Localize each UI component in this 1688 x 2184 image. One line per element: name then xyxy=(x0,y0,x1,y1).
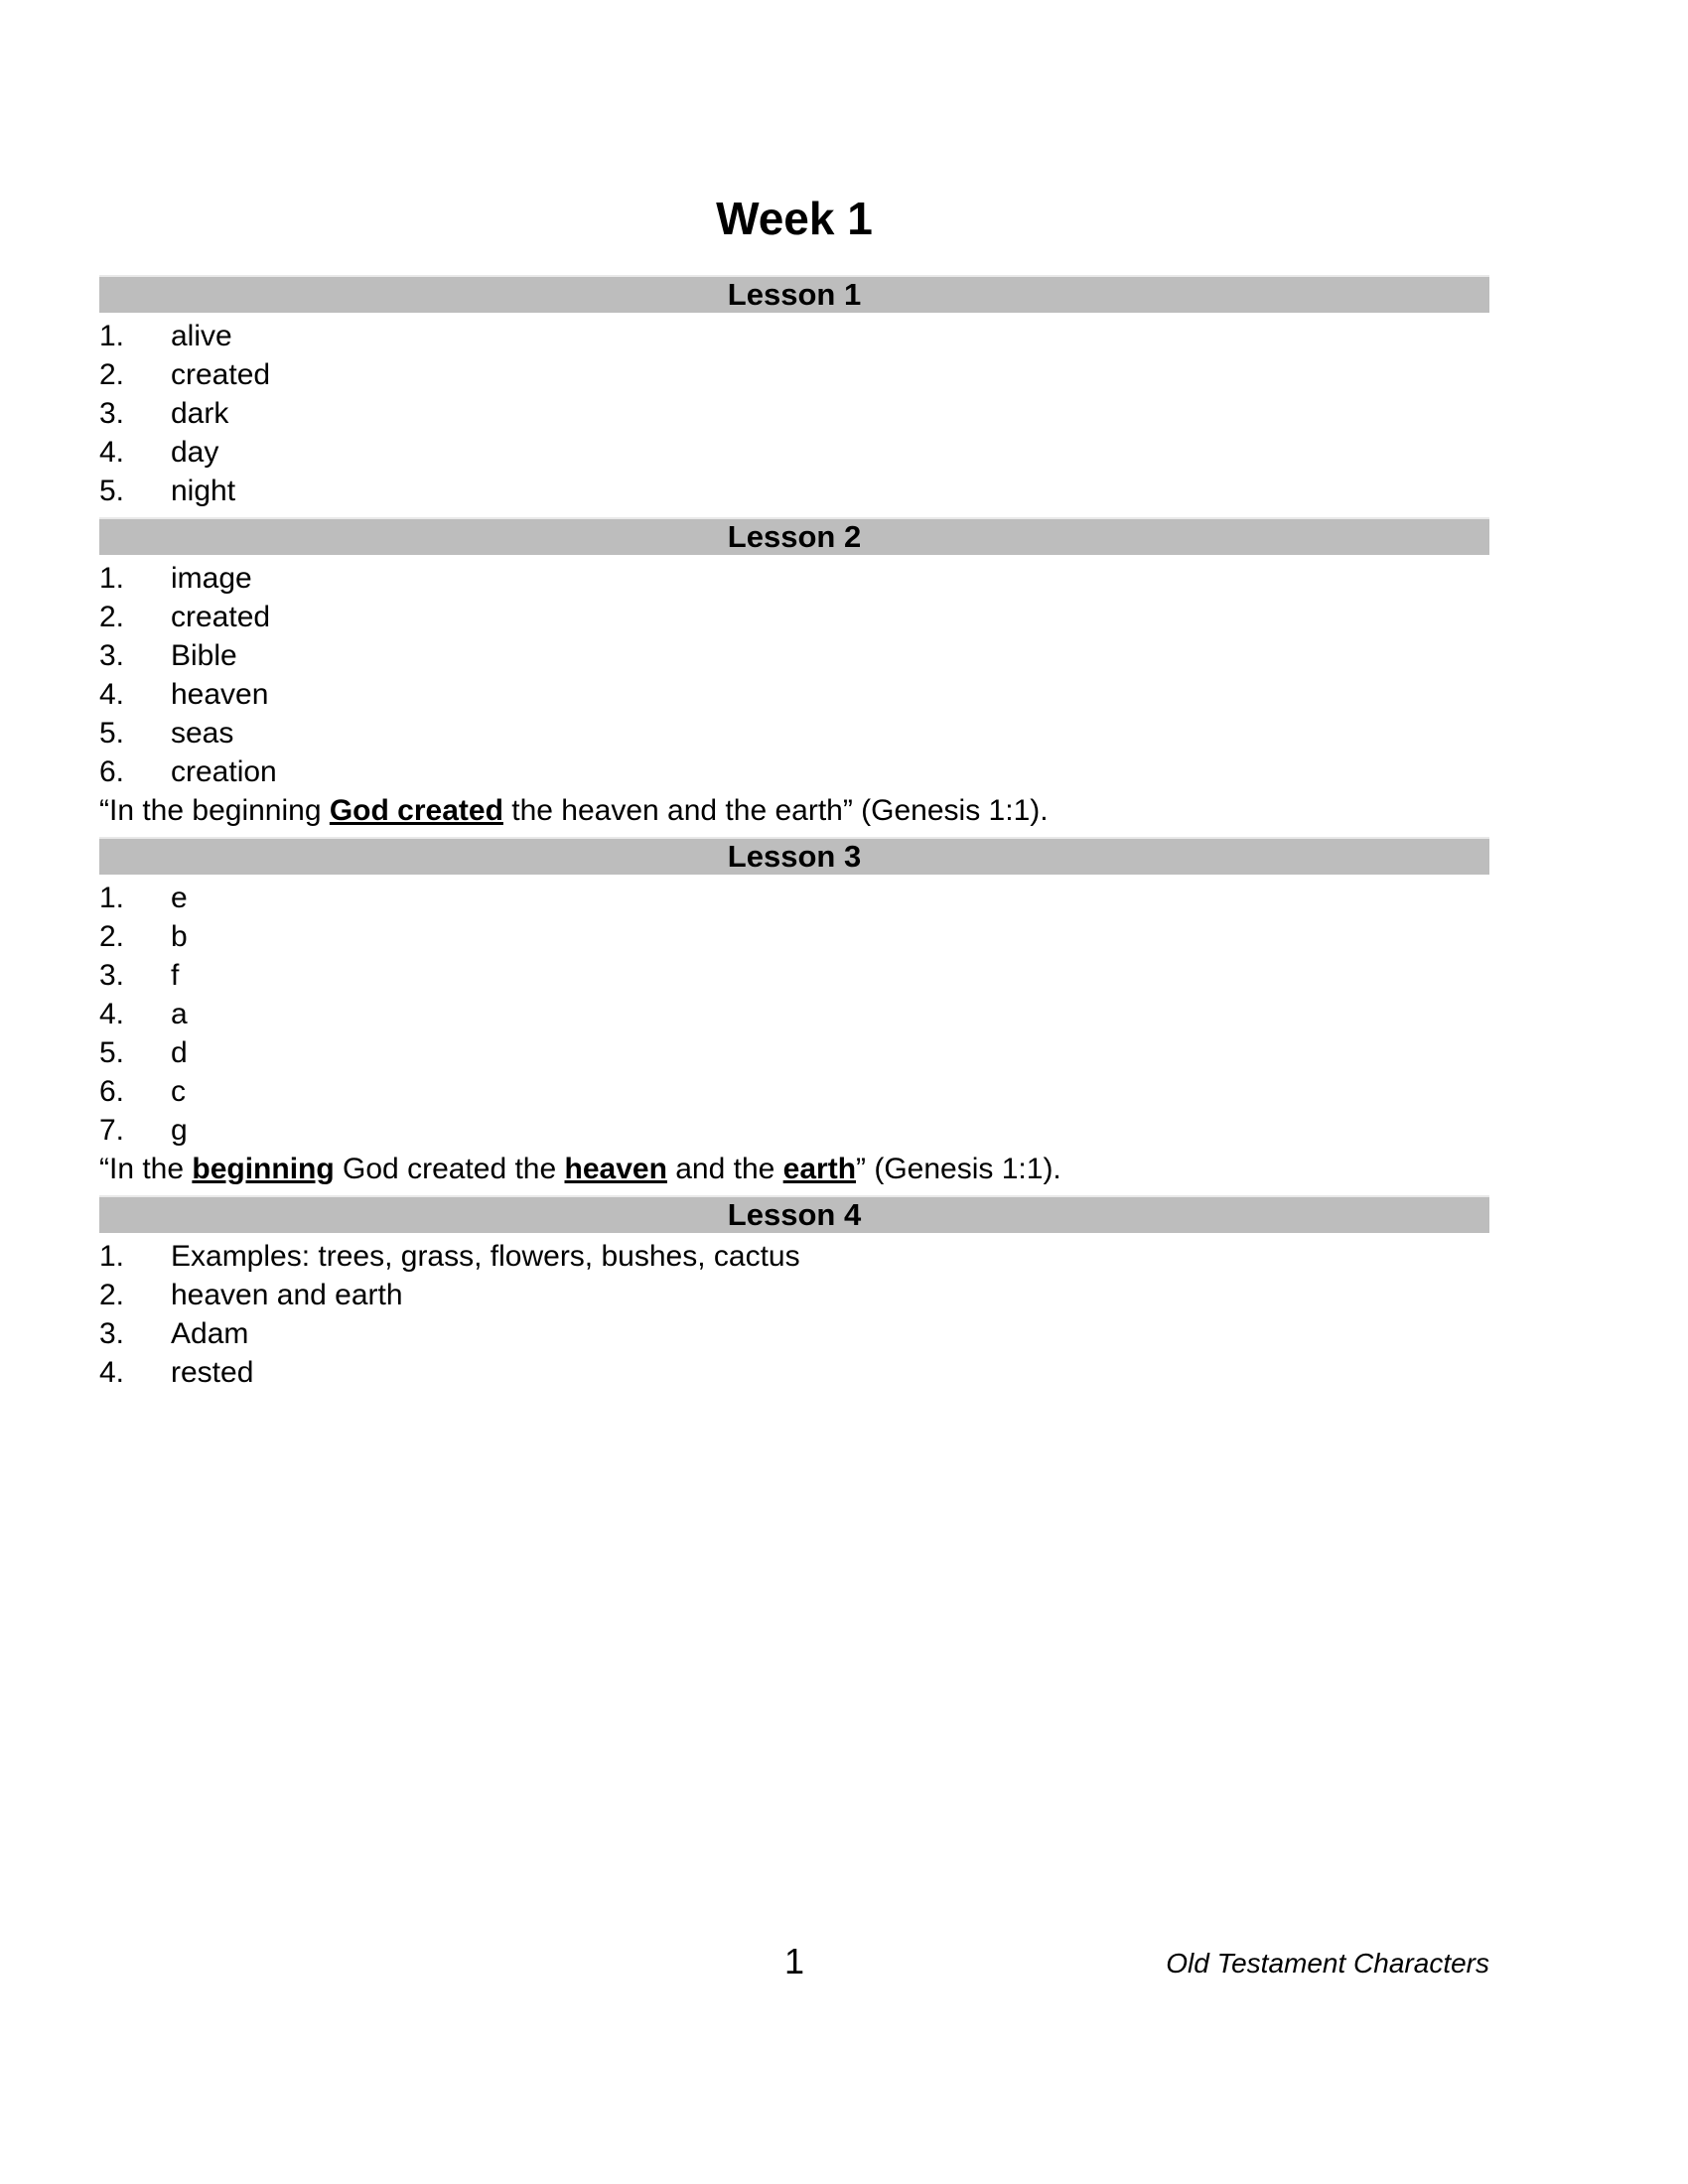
answer-item xyxy=(99,675,1489,714)
quote-emphasis: heaven xyxy=(564,1153,667,1185)
answer-number: 6. xyxy=(99,755,125,788)
answer-number: 2. xyxy=(99,358,125,391)
answer-number: 5. xyxy=(99,475,125,507)
answer-text: night xyxy=(171,475,236,507)
answer-number: 4. xyxy=(99,1356,125,1389)
answer-item xyxy=(99,1314,1489,1353)
answer-number: 1. xyxy=(99,562,125,595)
quote-emphasis: earth xyxy=(782,1153,857,1185)
answer-number: 5. xyxy=(99,717,125,750)
answer-item xyxy=(99,433,1489,472)
answer-item xyxy=(99,1111,1489,1150)
answer-number: 5. xyxy=(99,1036,125,1069)
answer-item xyxy=(99,1072,1489,1111)
answer-item xyxy=(99,752,1489,791)
lesson-section xyxy=(99,275,1489,510)
answer-number: 2. xyxy=(99,920,125,953)
answer-text: e xyxy=(171,882,188,914)
answer-number: 4. xyxy=(99,998,125,1030)
quote-run: and the xyxy=(666,1153,783,1185)
answer-text: heaven xyxy=(171,678,269,711)
answer-number: 3. xyxy=(99,1317,125,1350)
answer-number: 3. xyxy=(99,397,125,430)
answer-text: creation xyxy=(171,755,277,788)
answer-number: 3. xyxy=(99,959,125,992)
answer-list xyxy=(99,1233,1489,1392)
answer-number: 1. xyxy=(99,882,125,914)
answer-text: f xyxy=(171,959,180,992)
answer-text: Bible xyxy=(171,639,237,672)
lesson-header-label: Lesson 1 xyxy=(727,277,862,312)
answer-text: created xyxy=(171,601,271,633)
answer-text: dark xyxy=(171,397,229,430)
answer-number: 4. xyxy=(99,436,125,469)
lesson-header-bar xyxy=(99,1195,1489,1233)
answer-text: c xyxy=(171,1075,186,1108)
lesson-header-label: Lesson 4 xyxy=(727,1197,862,1232)
quote-emphasis: beginning xyxy=(192,1153,335,1185)
lesson-section xyxy=(99,1195,1489,1392)
lesson-header-label: Lesson 2 xyxy=(727,519,862,554)
answer-text: image xyxy=(171,562,252,595)
answer-text: Examples: trees, grass, flowers, bushes, cactus xyxy=(171,1240,800,1273)
answer-number: 6. xyxy=(99,1075,125,1108)
answer-text: b xyxy=(171,920,188,953)
answer-number: 2. xyxy=(99,1279,125,1311)
answer-text: a xyxy=(171,998,188,1030)
answer-item xyxy=(99,1276,1489,1314)
answer-item xyxy=(99,636,1489,675)
page-title: Week 1 xyxy=(716,193,873,244)
answer-item xyxy=(99,714,1489,752)
answer-text: heaven and earth xyxy=(171,1279,403,1311)
answer-text: day xyxy=(171,436,219,469)
answer-item xyxy=(99,355,1489,394)
quote-run: “In the xyxy=(99,1153,193,1185)
lesson-header-bar xyxy=(99,837,1489,875)
answer-number: 7. xyxy=(99,1114,125,1147)
answer-number: 2. xyxy=(99,601,125,633)
answer-text: Adam xyxy=(171,1317,249,1350)
sections-container xyxy=(99,275,1489,1392)
lesson-header-bar xyxy=(99,517,1489,555)
answer-item xyxy=(99,317,1489,355)
answer-item xyxy=(99,394,1489,433)
quote-run: ” (Genesis 1:1). xyxy=(856,1153,1061,1185)
answer-list xyxy=(99,313,1489,510)
lesson-section xyxy=(99,837,1489,1188)
lesson-section xyxy=(99,517,1489,830)
page-number: 1 xyxy=(783,1941,805,1981)
answer-item xyxy=(99,879,1489,917)
quote-run: the heaven and the earth” (Genesis 1:1). xyxy=(502,794,1049,827)
quote-run: God created the xyxy=(334,1153,565,1185)
answer-item xyxy=(99,995,1489,1033)
scripture-quote xyxy=(99,791,1489,830)
answer-list xyxy=(99,875,1489,1150)
answer-item xyxy=(99,559,1489,598)
answer-text: rested xyxy=(171,1356,254,1389)
quote-run: “In the beginning xyxy=(99,794,330,827)
answer-item xyxy=(99,917,1489,956)
answer-number: 3. xyxy=(99,639,125,672)
scripture-quote xyxy=(99,1150,1489,1188)
lesson-header-bar xyxy=(99,275,1489,313)
quote-emphasis: God created xyxy=(329,794,503,827)
lesson-header-label: Lesson 3 xyxy=(727,839,862,874)
answer-text: created xyxy=(171,358,271,391)
answer-item xyxy=(99,1237,1489,1276)
answer-item xyxy=(99,956,1489,995)
answer-item xyxy=(99,1353,1489,1392)
answer-item xyxy=(99,472,1489,510)
answer-number: 1. xyxy=(99,1240,125,1273)
answer-text: seas xyxy=(171,717,234,750)
page-content xyxy=(99,0,1489,1392)
answer-item xyxy=(99,1033,1489,1072)
answer-item xyxy=(99,598,1489,636)
answer-text: d xyxy=(171,1036,188,1069)
answer-text: g xyxy=(171,1114,188,1147)
page-footer xyxy=(99,1942,1489,1985)
answer-number: 1. xyxy=(99,320,125,352)
book-title: Old Testament Characters xyxy=(1166,1948,1489,1979)
answer-text: alive xyxy=(171,320,232,352)
answer-number: 4. xyxy=(99,678,125,711)
answer-list xyxy=(99,555,1489,791)
